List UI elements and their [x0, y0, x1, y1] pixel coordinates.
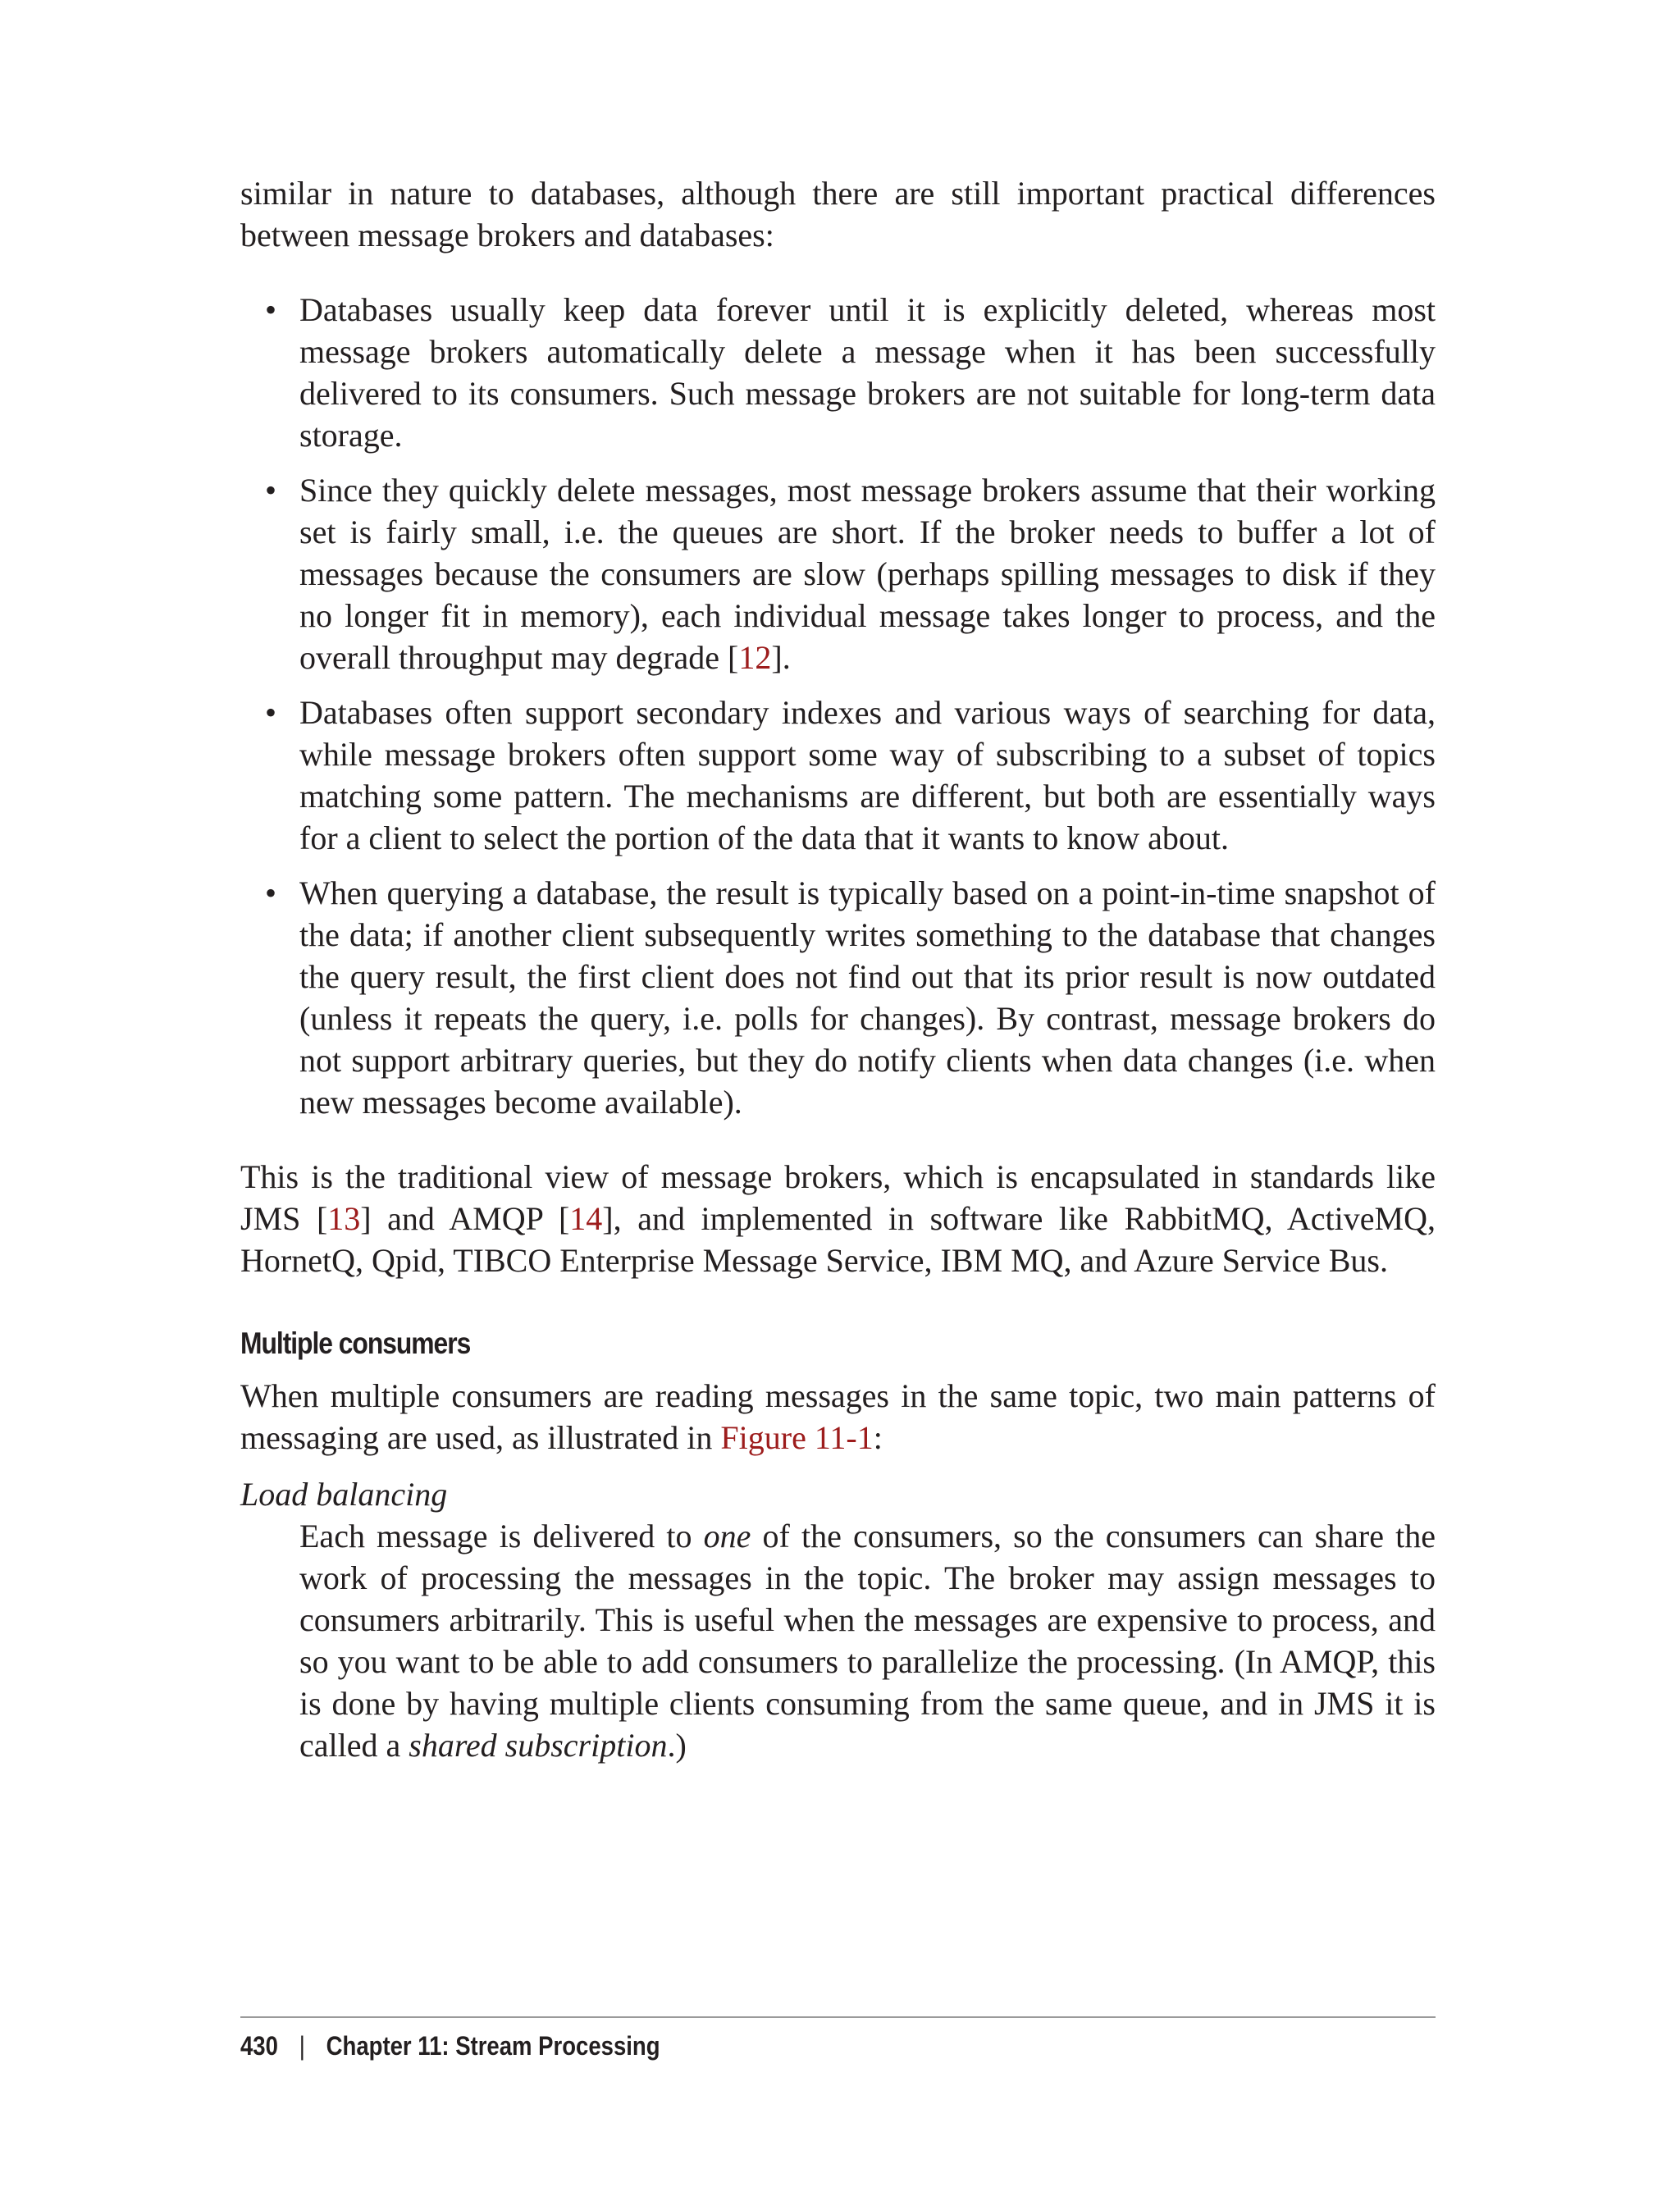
page-footer: [240, 2016, 1436, 2062]
consumers-paragraph: When multiple consumers are reading messages in the same topic, two main patterns of messaging are used, as illustrated in Figure 11-1:: [240, 1377, 1436, 1456]
bullet-icon: •: [265, 694, 277, 731]
citation-link-13[interactable]: 13: [327, 1200, 361, 1237]
bullet-icon: •: [265, 874, 277, 911]
section-heading: Multiple consumers: [240, 1326, 471, 1360]
differences-list: [240, 289, 1436, 1123]
term-load-balancing: Load balancing: [240, 1476, 448, 1513]
page-body: [240, 172, 1436, 1766]
list-item: [240, 872, 1436, 1123]
page-number: 430: [240, 2031, 278, 2061]
intro-paragraph: similar in nature to databases, although there are still important practical differences between message brokers and databases:: [240, 175, 1436, 253]
footer-separator: |: [299, 2031, 305, 2061]
bullet-icon: •: [265, 291, 277, 328]
term-definition: Each message is delivered to one of the consumers, so the consumers can share the work of processing the messages in the topic. The broker may assign messages to consumers arbitrarily. This is useful when the messages are expensive to process, and so you want to be able to add consumers to parallelize the processing. (In AMQP, this is done by having multiple clients consuming from the same queue, and in JMS it is called a shared subscription.): [299, 1518, 1436, 1764]
citation-link-14[interactable]: 14: [569, 1200, 603, 1237]
chapter-title: Chapter 11: Stream Processing: [326, 2031, 660, 2061]
list-item-text: Databases often support secondary indexes and various ways of searching for data, while message brokers often support some way of subscribing to a subset of topics matching some pattern. The mechanisms are different, but both are essentially ways for a client to select the portion of the data that it wants to know about.: [299, 694, 1436, 856]
figure-link[interactable]: Figure 11-1: [720, 1419, 874, 1456]
bullet-icon: •: [265, 472, 277, 509]
list-item: [240, 692, 1436, 859]
list-item: [240, 289, 1436, 456]
list-item-text: Databases usually keep data forever until it is explicitly deleted, whereas most message brokers automatically delete a message when it has been successfully delivered to its consumers. Such message brokers are not suitable for long-term data storage.: [299, 291, 1436, 454]
citation-link-12[interactable]: 12: [738, 639, 772, 676]
list-item-text: When querying a database, the result is typically based on a point-in-time snapshot of the data; if another client subsequently writes something to the database that changes the query result, the first client does not find out that its prior result is now outdated (unless it repeats the query, i.e. polls for changes). By contrast, message brokers do not support arbitrary queries, but they do notify clients when data changes (i.e. when new messages become available).: [299, 874, 1436, 1121]
list-item-text: Since they quickly delete messages, most message brokers assume that their working set is fairly small, i.e. the queues are short. If the broker needs to buffer a lot of messages because the consumers are slow (perhaps spilling messages to disk if they no longer fit in memory), each individual message takes longer to process, and the overall throughput may degrade [12].: [299, 472, 1436, 676]
standards-paragraph: This is the traditional view of message brokers, which is encapsulated in standards like JMS [13] and AMQP [14], and implemented in software like RabbitMQ, ActiveMQ, HornetQ, Qpid, TIBCO Enterprise Message Service, IBM MQ, and Azure Service Bus.: [240, 1158, 1436, 1279]
list-item: [240, 469, 1436, 678]
